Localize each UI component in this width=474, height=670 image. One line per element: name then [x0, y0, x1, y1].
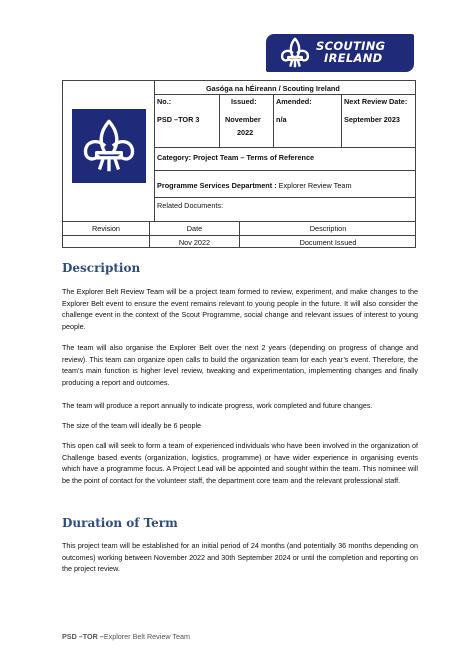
amended-label: Amended:: [276, 97, 312, 106]
revision-column-header: Revision: [92, 224, 120, 233]
logo-line-2: IRELAND: [324, 51, 383, 65]
description-heading: Description: [62, 261, 141, 275]
issued-value-line1: November: [225, 115, 261, 124]
next-review-value: September 2023: [344, 115, 400, 124]
description-paragraph-4: The size of the team will ideally be 6 people: [62, 421, 202, 430]
fleur-de-lis-icon: [81, 115, 137, 177]
description-paragraph-2: The team will also organise the Explorer Belt over the next 2 years (depending on progress of change and review). This team can organize open calls to build the organization team for each year’s event. Therefore, the team’s main function is higher level review, tweaking and experimentation, implementing changes and finally producing a report and outcomes.: [62, 343, 418, 387]
scouting-ireland-logo: [266, 34, 414, 72]
date-column-header: Date: [186, 224, 203, 233]
duration-paragraph-1: This project team will be established for an initial period of 24 months (and potentially 36 months depending on outcomes) working between November 2022 and 30th September 2024 or until the completion and reporting on the project review.: [62, 541, 418, 574]
amended-value: n/a: [276, 115, 287, 124]
duration-heading: Duration of Term: [62, 516, 178, 530]
department-label: Programme Services Department :: [157, 181, 277, 190]
next-review-label: Next Review Date:: [344, 97, 408, 106]
document-header-table: [62, 80, 416, 248]
related-documents-label: Related Documents:: [157, 201, 224, 210]
no-label: No.:: [157, 97, 172, 106]
footer-title: Explorer Belt Review Team: [103, 632, 190, 641]
department-value: Explorer Review Team: [276, 181, 352, 190]
description-paragraph-3: The team will produce a report annually to indicate progress, work completed and future changes.: [62, 401, 373, 410]
description-column-header: Description: [309, 224, 347, 233]
description-cell: Document Issued: [299, 238, 357, 247]
page-footer: [62, 632, 190, 641]
logo-wordmark: [316, 40, 385, 64]
fleur-de-lis-icon: [278, 35, 312, 71]
logo-line-1: SCOUTING: [316, 39, 386, 53]
footer-code: PSD –TOR –: [62, 632, 104, 641]
emblem-logo: [72, 109, 146, 183]
organisation-name: Gasóga na hÉireann / Scouting Ireland: [206, 84, 340, 93]
date-cell: Nov 2022: [178, 238, 211, 247]
issued-value-line2: 2022: [237, 128, 254, 137]
department-line: [157, 181, 352, 190]
no-value: PSD –TOR 3: [157, 115, 200, 124]
category-line: Category: Project Team – Terms of Reference: [157, 153, 315, 162]
description-paragraph-5: This open call will seek to form a team of experienced individuals who have been involved in the organization of Challenge based events (organization, logistics, programme) or have wider experience in organising events which have a programme focus. A Project Lead will be appointed and sought within the team. This nominee will be the point of contact for the volunteer staff, the department core team and the relevant professional staff.: [62, 441, 418, 485]
description-paragraph-1: The Explorer Belt Review Team will be a project team formed to review, experiment, and make changes to the Explorer Belt event to ensure the event remains relevant to young people in the future. It will also consider the challenge event in the context of the Scout Programme, social change and relevant issues of interest to young people.: [62, 287, 418, 331]
issued-label: Issued:: [231, 97, 257, 106]
